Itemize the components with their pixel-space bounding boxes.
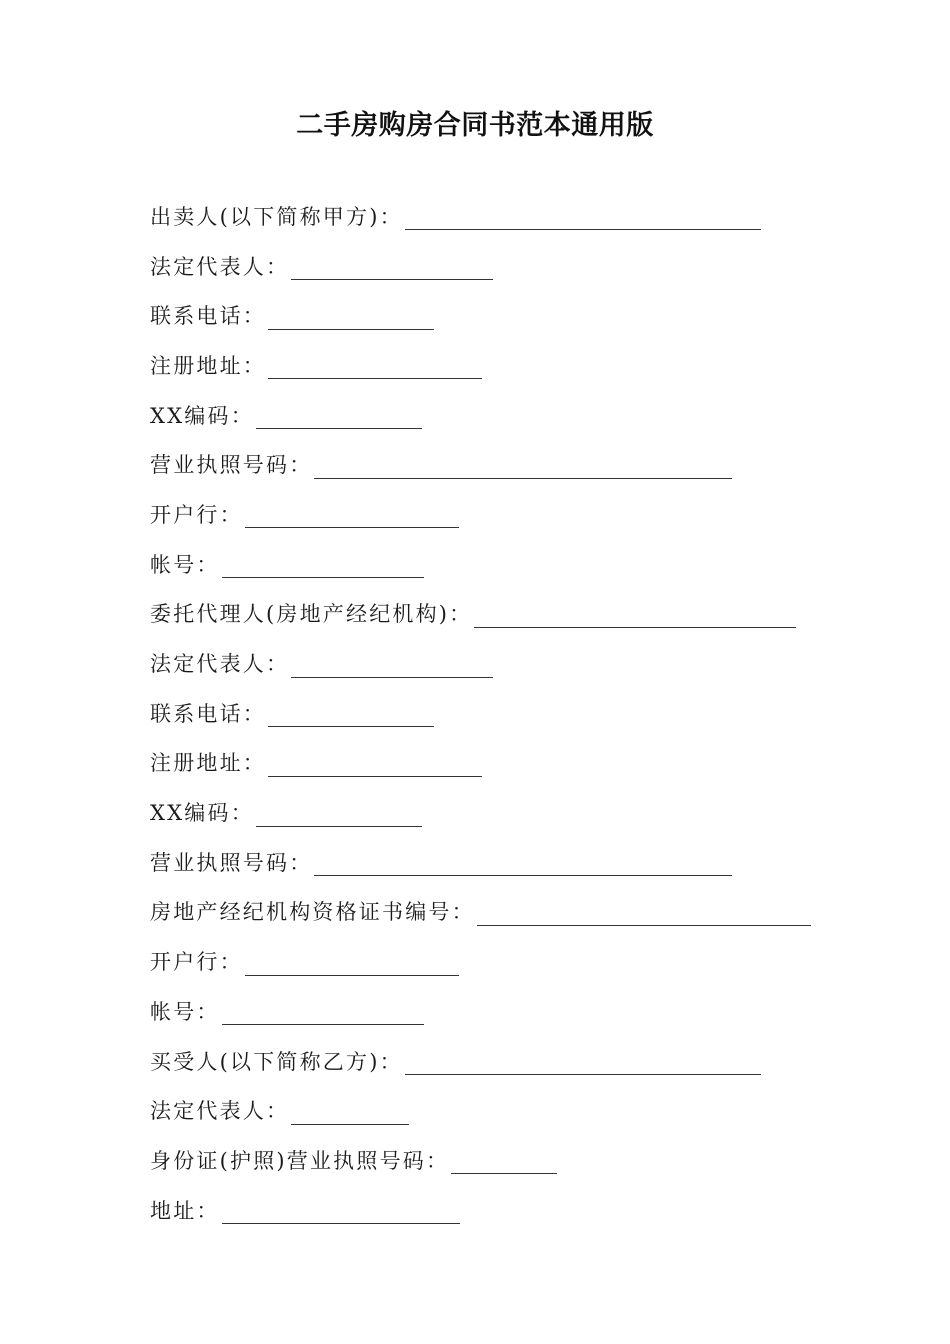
form-field-row [150, 1086, 910, 1136]
form-field-row [150, 192, 910, 242]
fill-in-blank-line[interactable] [268, 704, 434, 727]
form-field-row [150, 937, 910, 987]
form-field-row [150, 440, 910, 490]
form-field-row [150, 540, 910, 590]
fill-in-blank-line[interactable] [314, 853, 732, 876]
fill-in-blank-line[interactable] [268, 356, 482, 379]
field-label: 联系电话： [150, 701, 266, 726]
field-label: XX编码： [150, 403, 254, 428]
form-field-row [150, 291, 910, 341]
form-field-row [150, 739, 910, 789]
field-label: 买受人(以下简称乙方)： [150, 1049, 403, 1074]
fill-in-blank-line[interactable] [256, 804, 422, 827]
fill-in-blank-line[interactable] [222, 1002, 424, 1025]
form-field-row [150, 490, 910, 540]
field-label: 联系电话： [150, 304, 266, 329]
form-field-row [150, 1037, 910, 1087]
form-field-row [150, 838, 910, 888]
form-field-row [150, 1136, 910, 1186]
fill-in-blank-line[interactable] [268, 307, 434, 330]
field-label: 房地产经纪机构资格证书编号： [150, 900, 475, 925]
form-field-row [150, 888, 910, 938]
field-label: 出卖人(以下简称甲方)： [150, 204, 403, 229]
field-label: 地址： [150, 1198, 220, 1223]
field-label: 法定代表人： [150, 652, 290, 677]
field-label: 帐号： [150, 999, 220, 1024]
field-label: 开户行： [150, 950, 243, 975]
field-label: 法定代表人： [150, 1099, 290, 1124]
document-title: 二手房购房合同书范本通用版 [296, 110, 654, 141]
fill-in-blank-line[interactable] [222, 555, 424, 578]
field-label: 营业执照号码： [150, 850, 313, 875]
form-field-row [150, 689, 910, 739]
fill-in-blank-line[interactable] [405, 207, 761, 230]
field-label: 委托代理人(房地产经纪机构)： [150, 602, 473, 627]
fill-in-blank-line[interactable] [405, 1052, 761, 1075]
field-label: XX编码： [150, 801, 254, 826]
fill-in-blank-line[interactable] [474, 605, 796, 628]
field-label: 法定代表人： [150, 254, 290, 279]
field-label: 帐号： [150, 552, 220, 577]
field-label: 开户行： [150, 502, 243, 527]
field-label: 注册地址： [150, 751, 266, 776]
fill-in-blank-line[interactable] [291, 257, 493, 280]
form-field-row [150, 1186, 910, 1236]
fill-in-blank-line[interactable] [291, 1102, 409, 1125]
form-field-row [150, 987, 910, 1037]
form-field-row [150, 788, 910, 838]
fill-in-blank-line[interactable] [477, 903, 811, 926]
fill-in-blank-line[interactable] [256, 406, 422, 429]
form-field-row [150, 391, 910, 441]
fill-in-blank-line[interactable] [268, 754, 482, 777]
fill-in-blank-line[interactable] [451, 1151, 557, 1174]
fill-in-blank-line[interactable] [245, 505, 459, 528]
field-label: 营业执照号码： [150, 453, 313, 478]
form-field-row [150, 242, 910, 292]
form-field-row [150, 639, 910, 689]
fill-in-blank-line[interactable] [245, 953, 459, 976]
contract-fields [150, 192, 910, 1235]
fill-in-blank-line[interactable] [314, 456, 732, 479]
fill-in-blank-line[interactable] [291, 655, 493, 678]
form-field-row [150, 590, 910, 640]
fill-in-blank-line[interactable] [222, 1201, 460, 1224]
field-label: 身份证(护照)营业执照号码： [150, 1148, 450, 1173]
form-field-row [150, 341, 910, 391]
field-label: 注册地址： [150, 353, 266, 378]
